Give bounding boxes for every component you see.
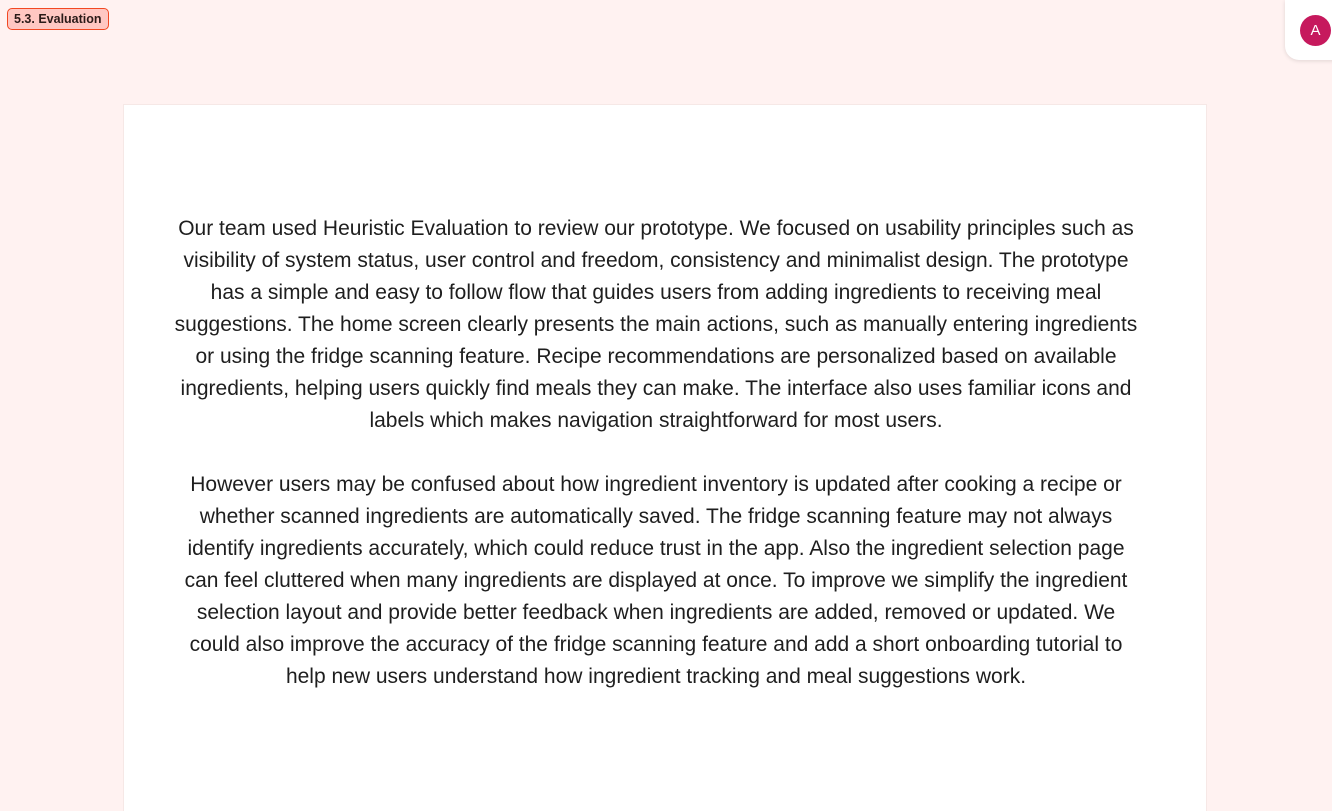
user-avatar[interactable]: A [1300,15,1331,46]
content-frame [123,104,1207,811]
paragraph-improvements: However users may be confused about how ingredient inventory is updated after cooking a recipe or whether scanned ingredients are automatically saved. The fridge scanning feature may not always identify ingredients accurately, which could reduce trust in the app. Also the ingredient selection page can feel cluttered when many ingredients are displayed at once. To improve we simplify the ingredient selection layout and provide better feedback when ingredients are added, removed or updated. We could also improve the accuracy of the fridge scanning feature and add a short onboarding tutorial to help new users understand how ingredient tracking and meal suggestions work. [184,473,1128,688]
section-label-tag[interactable]: 5.3. Evaluation [7,8,109,30]
paragraph-heuristic-evaluation: Our team used Heuristic Evaluation to review our prototype. We focused on usability principles such as visibility of system status, user control and freedom, consistency and minimalist design. The prototype has a simple and easy to follow flow that guides users from adding ingredients to receiving meal suggestions. The home screen clearly presents the main actions, such as manually entering ingredients or using the fridge scanning feature. Recipe recommendations are personalized based on available ingredients, helping users quickly find meals they can make. The interface also uses familiar icons and labels which makes navigation straightforward for most users. [174,217,1138,432]
text-block[interactable] [174,213,1138,725]
user-avatar-panel [1285,0,1332,60]
